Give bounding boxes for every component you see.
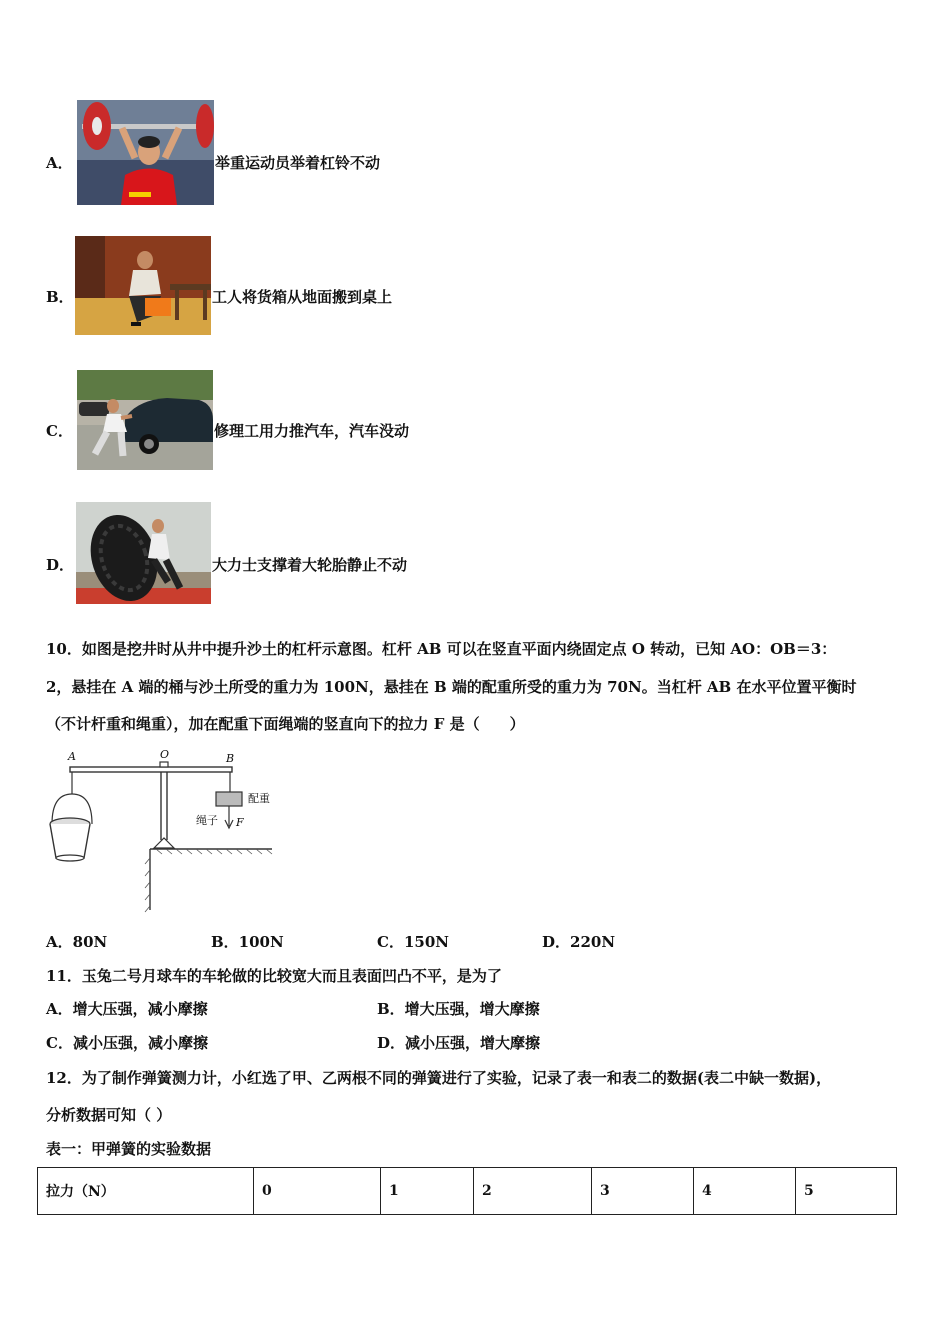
table-row [38,1168,897,1215]
table-cell: 拉力（N） [38,1168,254,1215]
choice-d[interactable]: D．220N [542,933,616,951]
table-cell: 2 [474,1168,592,1215]
choice-c[interactable]: C．150N [377,933,449,951]
option-text: 举重运动员举着杠铃不动 [215,154,381,172]
label-o: O [160,748,170,761]
label-weight: 配重 [248,792,270,805]
table-cell: 5 [796,1168,897,1215]
push-car-photo [77,370,213,470]
option-text: 大力士支撑着大轮胎静止不动 [212,556,408,574]
choice-a[interactable]: A．增大压强，减小摩擦 [46,1000,208,1018]
label-f: F [236,816,244,829]
table-cell: 4 [694,1168,796,1215]
choice-c[interactable]: C．减小压强，减小摩擦 [46,1034,208,1052]
weightlifter-photo [77,100,214,205]
option-letter: D． [46,556,75,574]
table-title: 表一：甲弹簧的实验数据 [46,1140,212,1158]
question-line: （不计杆重和绳重），加在配重下面绳端的竖直向下的拉力 F 是（ ） [46,715,525,733]
choice-d[interactable]: D．减小压强，增大摩擦 [377,1034,541,1052]
option-letter: B． [46,288,74,306]
question-line: 12．为了制作弹簧测力计，小红选了甲、乙两根不同的弹簧进行了实验，记录了表一和表二的数据(表二中缺一数据)， [46,1069,832,1087]
question-line: 2，悬挂在 A 端的桶与沙土所受的重力为 100N，悬挂在 B 端的配重所受的重力为 70N。当杠杆 AB 在水平位置平衡时 [46,678,857,696]
table-cell: 0 [254,1168,381,1215]
spring-data-table [37,1167,897,1215]
question-line: 11．玉兔二号月球车的车轮做的比较宽大而且表面凹凸不平，是为了 [46,967,502,985]
choice-a[interactable]: A．80N [46,933,108,951]
label-b: B [226,752,235,765]
question-line: 10．如图是挖井时从井中提升沙土的杠杆示意图。杠杆 AB 可以在竖直平面内绕固定点 O 转动，已知 AO：OB＝3： [46,640,837,658]
label-a: A [68,750,76,763]
option-letter: A． [46,154,73,172]
choice-b[interactable]: B．100N [211,933,284,951]
question-line: 分析数据可知（ ） [46,1106,172,1124]
tire-photo [76,502,211,604]
label-rope: 绳子 [196,814,218,827]
choice-b[interactable]: B．增大压强，增大摩擦 [377,1000,540,1018]
option-letter: C． [46,422,73,440]
table-cell: 3 [592,1168,694,1215]
option-text: 修理工用力推汽车，汽车没动 [214,422,410,440]
option-text: 工人将货箱从地面搬到桌上 [212,288,393,306]
table-cell: 1 [381,1168,474,1215]
worker-box-photo [75,236,211,335]
lever-diagram [44,748,284,913]
